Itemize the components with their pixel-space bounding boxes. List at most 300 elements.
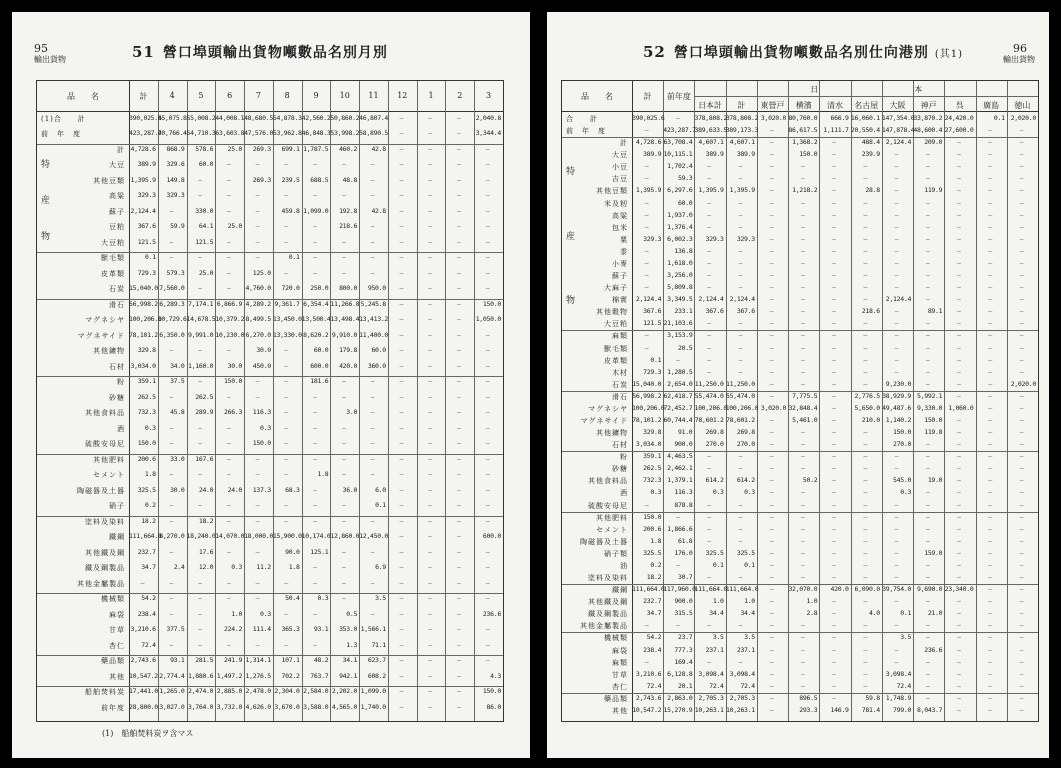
table-cell: —: [707, 367, 711, 376]
table-cell: —: [800, 295, 805, 304]
table-cell: —: [800, 536, 805, 545]
row-label: 石炭: [612, 380, 628, 389]
table-cell: —: [894, 234, 899, 243]
table-cell: 2,124.4: [698, 295, 724, 304]
table-cell: 0.3: [650, 488, 662, 497]
table-cell: —: [707, 621, 711, 630]
table-cell: —: [428, 640, 432, 649]
table-cell: 72.4: [141, 640, 156, 649]
table-cell: 44,008.1: [215, 114, 245, 122]
column-header: 3: [486, 91, 492, 100]
table-cell: —: [457, 175, 461, 184]
row-label: 其他食料品: [588, 477, 628, 486]
table-cell: —: [226, 284, 231, 293]
table-cell: —: [428, 114, 432, 122]
table-cell: —: [1019, 464, 1024, 473]
table-cell: 1,218.2: [792, 186, 818, 195]
table-cell: —: [832, 391, 836, 400]
table-cell: 20.1: [677, 681, 693, 690]
table-cell: 42.8: [371, 206, 386, 215]
table-cell: —: [988, 597, 992, 606]
table-cell: —: [485, 268, 490, 277]
table-cell: —: [644, 162, 649, 171]
table-cell: —: [988, 331, 992, 340]
table-cell: —: [925, 693, 930, 702]
table-cell: —: [255, 501, 260, 510]
table-cell: —: [832, 621, 836, 630]
table-cell: 896.5: [799, 693, 818, 702]
table-cell: —: [255, 392, 260, 401]
table-cell: —: [341, 392, 346, 401]
table-cell: —: [457, 532, 461, 541]
table-cell: —: [198, 609, 202, 618]
table-cell: —: [676, 621, 680, 630]
table-cell: 179.8: [339, 346, 358, 355]
table-cell: —: [800, 633, 805, 642]
table-cell: —: [863, 343, 868, 352]
table-cell: 942.1: [339, 671, 358, 680]
table-cell: —: [226, 516, 231, 525]
row-label: 皮革類: [101, 269, 125, 278]
table-cell: —: [284, 454, 289, 463]
table-cell: 460.2: [339, 144, 358, 153]
table-cell: —: [894, 331, 899, 340]
table-cell: —: [399, 501, 404, 510]
table-cell: 53,998.2: [330, 129, 360, 138]
row-label: 塗料及染料: [588, 574, 628, 583]
table-cell: —: [428, 191, 432, 200]
table-cell: —: [457, 346, 461, 355]
table-cell: —: [255, 470, 260, 479]
table-cell: —: [863, 283, 868, 292]
table-cell: —: [428, 268, 432, 277]
table-cell: 13,498.4: [330, 315, 360, 324]
column-header: 5: [198, 91, 204, 100]
table-cell: —: [832, 198, 836, 207]
table-cell: —: [894, 355, 899, 364]
table-cell: —: [428, 144, 432, 153]
table-cell: —: [863, 512, 868, 521]
table-cell: 0.1: [993, 114, 1005, 122]
table-cell: —: [1019, 548, 1024, 557]
group-label: 物: [41, 232, 51, 243]
table-cell: —: [894, 597, 899, 606]
table-cell: 239.5: [281, 175, 300, 184]
table-cell: —: [1019, 488, 1024, 497]
table-cell: —: [925, 246, 930, 255]
japan-group-header: 日 本: [810, 85, 923, 94]
table-cell: —: [925, 174, 930, 183]
table-cell: —: [284, 408, 289, 417]
table-cell: 34.4: [740, 609, 755, 618]
table-cell: —: [428, 516, 432, 525]
table-cell: 28.8: [865, 186, 880, 195]
table-cell: —: [313, 578, 317, 587]
left-table-number: 51: [132, 43, 155, 61]
table-cell: 150.0: [892, 428, 912, 437]
table-cell: —: [485, 237, 490, 246]
table-cell: —: [800, 645, 805, 654]
table-cell: 270.0: [892, 440, 912, 449]
table-cell: —: [428, 222, 432, 231]
table-cell: 1,748.9: [885, 693, 912, 702]
table-cell: —: [284, 439, 289, 448]
row-label: 棉實: [612, 296, 628, 305]
row-label: 其他肥料: [93, 455, 125, 464]
table-cell: 60.0: [371, 346, 386, 355]
table-cell: 147,878.4: [881, 126, 915, 135]
row-label: 高粱: [612, 211, 628, 220]
table-cell: —: [313, 191, 317, 200]
table-cell: —: [226, 454, 231, 463]
table-cell: 359.1: [643, 452, 662, 461]
table-cell: —: [800, 271, 805, 280]
table-cell: —: [428, 408, 432, 417]
table-cell: 488.4: [861, 138, 880, 147]
row-label: 高粱: [109, 192, 125, 201]
table-cell: —: [957, 162, 961, 171]
table-cell: —: [957, 669, 961, 678]
table-cell: —: [800, 681, 805, 690]
table-cell: —: [428, 175, 432, 184]
table-cell: —: [832, 597, 836, 606]
table-cell: —: [800, 464, 805, 473]
table-cell: —: [457, 485, 461, 494]
table-cell: 2,885.0: [216, 687, 243, 696]
table-cell: —: [957, 391, 961, 400]
table-cell: —: [428, 377, 432, 386]
table-cell: —: [769, 331, 774, 340]
table-cell: —: [769, 234, 774, 243]
table-cell: —: [769, 198, 774, 207]
table-cell: —: [707, 174, 711, 183]
table-cell: 2,743.6: [635, 693, 662, 702]
table-cell: 1.0: [231, 609, 243, 618]
table-cell: 3,020.0: [760, 403, 787, 412]
table-cell: —: [428, 609, 432, 618]
table-cell: 3.0: [346, 408, 358, 417]
table-cell: —: [863, 210, 868, 219]
table-cell: 1,937.0: [667, 210, 693, 219]
table-cell: —: [707, 355, 711, 364]
table-cell: 18,240.0: [186, 532, 216, 541]
table-cell: —: [738, 512, 743, 521]
table-cell: 0.3: [712, 488, 724, 497]
table-cell: 459.8: [281, 206, 300, 215]
row-label: 蘇子: [612, 272, 628, 281]
table-cell: —: [428, 501, 432, 510]
table-cell: 10,115.1: [663, 150, 693, 159]
table-cell: 1,395.9: [729, 186, 755, 195]
table-cell: —: [485, 485, 490, 494]
table-cell: —: [198, 501, 202, 510]
table-cell: —: [769, 669, 774, 678]
table-cell: 10,263.1: [725, 705, 755, 714]
table-cell: 262.5: [643, 464, 662, 473]
table-cell: 53,962.8: [272, 129, 302, 138]
table-cell: —: [925, 162, 930, 171]
table-cell: —: [957, 428, 961, 437]
table-cell: —: [707, 283, 711, 292]
table-cell: —: [800, 621, 805, 630]
table-cell: —: [707, 536, 711, 545]
table-cell: —: [313, 640, 317, 649]
table-cell: 121.5: [137, 237, 156, 246]
row-label: 其他: [109, 672, 125, 681]
table-cell: —: [1019, 536, 1024, 545]
table-cell: —: [988, 416, 992, 424]
table-cell: —: [370, 191, 375, 200]
table-cell: 55,474.0: [725, 391, 755, 400]
table-cell: 150.0: [924, 416, 943, 424]
table-cell: 86,617.5: [788, 126, 818, 135]
table-cell: 3,256.0: [667, 271, 693, 280]
table-cell: —: [988, 548, 992, 557]
table-cell: 2,020.0: [1010, 114, 1036, 122]
table-cell: —: [370, 547, 375, 556]
table-cell: —: [832, 234, 836, 243]
row-label: 其他豆類: [93, 176, 125, 185]
table-cell: —: [957, 416, 961, 424]
table-cell: —: [832, 560, 836, 569]
table-cell: 2,705.3: [698, 693, 724, 702]
table-cell: —: [957, 258, 961, 267]
table-cell: 80,760.0: [788, 114, 818, 122]
table-cell: —: [284, 160, 289, 169]
table-cell: 1.0: [806, 597, 818, 606]
table-cell: 15,900.0: [272, 532, 302, 541]
table-cell: —: [485, 439, 490, 448]
table-cell: 78,101.2: [632, 416, 662, 424]
table-cell: —: [957, 198, 961, 207]
right-page-number: 96: [1013, 42, 1027, 55]
table-cell: 0.1: [144, 253, 156, 262]
table-cell: —: [284, 578, 289, 587]
table-cell: 3,670.0: [274, 702, 300, 711]
table-cell: —: [988, 657, 992, 666]
table-cell: 3,020.0: [760, 114, 787, 122]
table-cell: 0.2: [650, 560, 662, 569]
table-cell: —: [284, 516, 289, 525]
table-cell: 48.8: [342, 175, 358, 184]
table-cell: —: [832, 150, 836, 159]
table-cell: 32,070.0: [788, 585, 818, 594]
table-cell: 3,098.4: [698, 669, 724, 678]
table-cell: 45,075.8: [157, 114, 187, 122]
table-cell: —: [863, 162, 868, 171]
table-cell: —: [769, 138, 774, 147]
table-cell: 72.4: [896, 681, 912, 690]
table-cell: 614.2: [736, 476, 755, 485]
row-label: 蘇子: [109, 207, 125, 216]
table-cell: —: [341, 578, 346, 587]
table-cell: 1,265.0: [159, 687, 185, 696]
table-cell: —: [863, 440, 868, 449]
table-cell: 329.3: [137, 191, 156, 200]
table-cell: 91.0: [677, 428, 693, 437]
table-cell: —: [863, 428, 868, 437]
table-cell: —: [894, 645, 899, 654]
table-cell: 34.7: [646, 609, 662, 618]
table-cell: —: [284, 640, 289, 649]
table-cell: —: [428, 315, 432, 324]
table-cell: —: [169, 547, 173, 556]
table-cell: —: [313, 253, 317, 262]
table-cell: 34.4: [709, 609, 724, 618]
table-cell: —: [957, 246, 961, 255]
table-cell: —: [925, 222, 930, 231]
table-cell: 729.3: [643, 367, 662, 376]
table-cell: —: [1019, 162, 1024, 171]
table-cell: —: [399, 268, 404, 277]
table-cell: —: [284, 392, 289, 401]
table-cell: —: [457, 392, 461, 401]
table-cell: 0.5: [346, 609, 358, 618]
table-cell: 1,160.0: [188, 361, 214, 370]
table-cell: —: [457, 625, 461, 634]
table-cell: 63,603.8: [215, 129, 245, 138]
table-cell: —: [769, 657, 774, 666]
column-header: 7: [255, 91, 261, 100]
table-cell: —: [284, 361, 289, 370]
table-cell: 34.0: [170, 361, 185, 370]
table-cell: —: [988, 258, 992, 267]
table-cell: —: [769, 597, 774, 606]
table-cell: 1,702.4: [667, 162, 693, 171]
table-cell: —: [399, 315, 404, 324]
table-cell: 58,890.5: [359, 129, 389, 138]
right-table-title: [643, 42, 963, 62]
table-cell: —: [894, 258, 899, 267]
row-label: セメント: [596, 525, 628, 534]
table-cell: —: [800, 379, 805, 388]
table-cell: —: [894, 319, 899, 328]
row-label: 塗料及染料: [85, 517, 125, 526]
table-cell: —: [428, 547, 432, 556]
table-cell: —: [169, 640, 173, 649]
table-cell: —: [457, 237, 461, 246]
table-cell: —: [255, 377, 260, 386]
table-cell: —: [894, 548, 899, 557]
table-cell: —: [925, 319, 930, 328]
table-cell: —: [988, 295, 992, 304]
table-cell: —: [894, 524, 899, 533]
table-cell: —: [255, 253, 260, 262]
table-cell: —: [255, 640, 260, 649]
table-cell: 266.3: [223, 408, 243, 417]
row-label: 粉: [620, 453, 628, 462]
table-cell: —: [1019, 452, 1024, 461]
table-cell: —: [485, 470, 490, 479]
table-cell: 5,992.1: [916, 391, 943, 400]
table-cell: —: [428, 532, 432, 541]
table-cell: —: [313, 268, 317, 277]
table-cell: —: [370, 377, 375, 386]
table-cell: —: [988, 319, 992, 328]
table-cell: —: [284, 191, 289, 200]
row-label: 甘草: [612, 670, 628, 679]
table-cell: 262.5: [195, 392, 214, 401]
table-cell: —: [925, 512, 930, 521]
table-cell: —: [399, 160, 404, 169]
japan-group-line: [694, 96, 1038, 97]
table-cell: 4,607.1: [698, 138, 724, 147]
table-cell: 8,270.0: [159, 532, 185, 541]
table-cell: 9,910.0: [331, 330, 358, 339]
table-cell: —: [925, 560, 930, 569]
table-cell: —: [832, 246, 836, 255]
table-cell: —: [399, 129, 404, 138]
table-cell: —: [1019, 609, 1024, 618]
table-cell: 238.4: [643, 645, 662, 654]
right-title-suffix: (其1): [934, 49, 964, 60]
table-cell: —: [399, 656, 404, 665]
table-cell: 239.9: [861, 150, 880, 159]
table-cell: 2,124.4: [130, 206, 156, 215]
table-cell: —: [1019, 560, 1024, 569]
table-cell: —: [863, 379, 868, 388]
table-cell: 136.8: [674, 246, 693, 255]
table-cell: —: [925, 283, 930, 292]
table-cell: —: [226, 640, 231, 649]
table-cell: —: [1019, 693, 1024, 702]
table-cell: —: [341, 160, 346, 169]
table-cell: —: [313, 222, 317, 231]
table-cell: 377.5: [166, 625, 185, 634]
row-label: 黍: [620, 247, 628, 256]
table-cell: 623.7: [367, 656, 386, 665]
table-cell: 6.0: [375, 485, 386, 494]
table-cell: —: [370, 578, 375, 587]
table-cell: —: [676, 355, 680, 364]
table-cell: 2.8: [806, 609, 818, 618]
table-cell: —: [738, 258, 743, 267]
table-cell: 1,379.1: [667, 476, 693, 485]
row-label: 機械類: [101, 595, 125, 604]
table-cell: 49,487.6: [882, 403, 912, 412]
table-cell: 1,566.1: [360, 625, 386, 634]
table-cell: —: [707, 222, 711, 231]
table-cell: —: [769, 548, 774, 557]
table-cell: —: [738, 198, 743, 207]
table-cell: —: [769, 126, 774, 135]
table-cell: 2,654.0: [667, 379, 693, 388]
table-cell: 367.6: [705, 307, 724, 316]
table-cell: —: [863, 536, 868, 545]
table-cell: —: [769, 452, 774, 461]
table-cell: —: [370, 175, 375, 184]
table-cell: 3.5: [744, 633, 755, 642]
table-cell: —: [957, 548, 961, 557]
table-cell: —: [800, 452, 805, 461]
table-cell: —: [644, 621, 649, 630]
table-cell: 42,560.2: [301, 114, 331, 122]
table-cell: —: [485, 625, 490, 634]
table-cell: —: [341, 268, 346, 277]
table-cell: —: [255, 191, 260, 200]
table-cell: —: [341, 516, 346, 525]
table-cell: 3,210.6: [635, 669, 662, 678]
row-label: 陶磁器及土器: [77, 486, 125, 495]
table-cell: —: [1019, 246, 1024, 255]
table-cell: —: [370, 408, 375, 417]
table-cell: —: [894, 210, 899, 219]
table-cell: —: [313, 392, 317, 401]
table-cell: —: [198, 175, 202, 184]
table-cell: —: [457, 253, 461, 262]
table-cell: 329.3: [705, 234, 724, 243]
table-cell: 119.9: [924, 186, 943, 195]
